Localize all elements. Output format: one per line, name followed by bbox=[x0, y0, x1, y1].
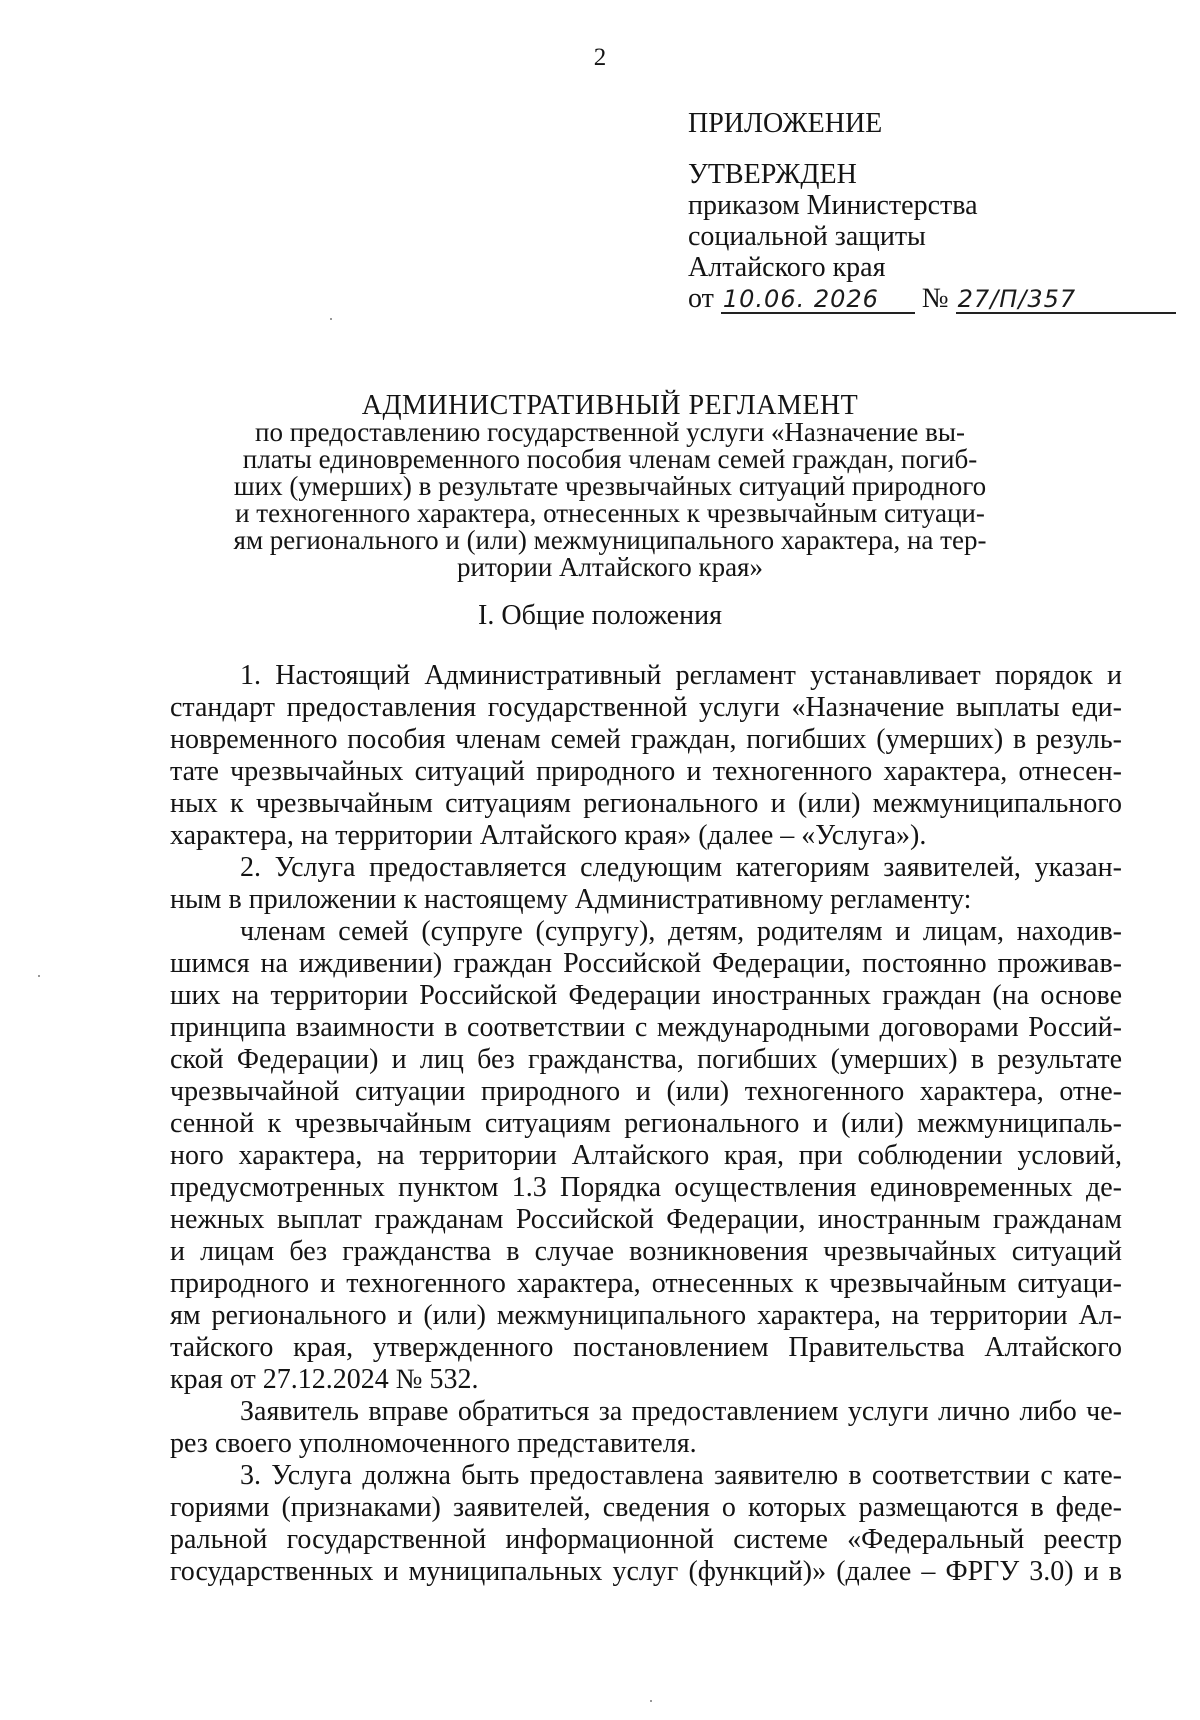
scan-speck bbox=[38, 975, 40, 977]
text-line: чрезвычайной ситуации природного и (или) техногенного характера, отне- bbox=[170, 1076, 1122, 1107]
text-line: стандарт предоставления государственной услуги «Назначение выплаты еди- bbox=[170, 692, 1122, 723]
text-line: природного и техногенного характера, отнесенных к чрезвычайным ситуаци- bbox=[170, 1268, 1122, 1299]
text-line: 1. Настоящий Административный регламент устанавливает порядок и bbox=[240, 660, 1122, 691]
text-line: гориями (признаками) заявителей, сведения о которых размещаются в феде- bbox=[170, 1492, 1122, 1523]
approval-line-1: приказом Министерства bbox=[688, 190, 978, 221]
text-line: государственных и муниципальных услуг (функций)» (далее – ФРГУ 3.0) и в bbox=[170, 1556, 1122, 1587]
text-line: новременного пособия членам семей граждан, погибших (умерших) в резуль- bbox=[170, 724, 1122, 755]
paragraph-2 bbox=[170, 852, 1122, 916]
handwritten-date: 10.06. 2026 bbox=[721, 286, 915, 314]
text-line: сенной к чрезвычайным ситуациям регионального и (или) межмуниципаль- bbox=[170, 1108, 1122, 1139]
text-line: ного характера, на территории Алтайского края, при соблюдении условий, bbox=[170, 1140, 1122, 1171]
document-body bbox=[170, 660, 1122, 1588]
paragraph-1 bbox=[170, 660, 1122, 852]
paragraph-4 bbox=[170, 1396, 1122, 1460]
text-line: 2. Услуга предоставляется следующим категориям заявителей, указан- bbox=[240, 852, 1122, 883]
appendix-label: ПРИЛОЖЕНИЕ bbox=[688, 108, 883, 139]
section-heading: I. Общие положения bbox=[478, 600, 722, 631]
title-line: по предоставлению государственной услуги «Назначение вы- bbox=[255, 417, 965, 447]
page-number: 2 bbox=[593, 44, 607, 71]
scan-speck bbox=[330, 318, 332, 320]
number-prefix: № bbox=[921, 283, 949, 314]
title-line: платы единовременного пособия членам семей граждан, погиб- bbox=[242, 444, 978, 474]
text-line: рез своего уполномоченного представителя. bbox=[170, 1428, 697, 1459]
text-line: ших на территории Российской Федерации иностранных граждан (на основе bbox=[170, 980, 1122, 1011]
text-line: членам семей (супруге (супругу), детям, родителям и лицам, находив- bbox=[240, 916, 1122, 947]
title-line: ям регионального и (или) межмуниципального характера, на тер- bbox=[233, 525, 987, 555]
text-line: характера, на территории Алтайского края» (далее – «Услуга»). bbox=[170, 820, 927, 851]
approval-stamp-block bbox=[688, 108, 1176, 314]
text-line: шимся на иждивении) граждан Российской Федерации, постоянно проживав- bbox=[170, 948, 1122, 979]
document-title-block bbox=[170, 392, 1050, 581]
text-line: ным в приложении к настоящему Административному регламенту: bbox=[170, 884, 972, 915]
text-line: тайского края, утвержденного постановлением Правительства Алтайского bbox=[170, 1332, 1122, 1363]
approval-line-2: социальной защиты bbox=[688, 221, 926, 252]
text-line: предусмотренных пунктом 1.3 Порядка осуществления единовременных де- bbox=[170, 1172, 1122, 1203]
handwritten-number: 27/П/357 bbox=[956, 286, 1176, 314]
text-line: тате чрезвычайных ситуаций природного и техногенного характера, отнесен- bbox=[170, 756, 1122, 787]
paragraph-5 bbox=[170, 1460, 1122, 1588]
text-line: края от 27.12.2024 № 532. bbox=[170, 1364, 479, 1395]
text-line: Заявитель вправе обратиться за предоставлением услуги лично либо че- bbox=[240, 1396, 1122, 1427]
approved-label: УТВЕРЖДЕН bbox=[688, 159, 857, 190]
title-line: и техногенного характера, отнесенных к чрезвычайным ситуаци- bbox=[235, 498, 985, 528]
approval-date-line bbox=[688, 283, 1176, 314]
text-line: ных к чрезвычайным ситуациям регионального и (или) межмуниципального bbox=[170, 788, 1122, 819]
text-line: и лицам без гражданства в случае возникновения чрезвычайных ситуаций bbox=[170, 1236, 1122, 1267]
paragraph-3 bbox=[170, 916, 1122, 1396]
text-line: ям регионального и (или) межмуниципального характера, на территории Ал- bbox=[170, 1300, 1122, 1331]
document-title: АДМИНИСТРАТИВНЫЙ РЕГЛАМЕНТ bbox=[361, 390, 859, 421]
date-prefix: от bbox=[688, 283, 714, 314]
approval-line-3: Алтайского края bbox=[688, 252, 886, 283]
text-line: принципа взаимности в соответствии с международными договорами Россий- bbox=[170, 1012, 1122, 1043]
title-line: ритории Алтайского края» bbox=[457, 552, 763, 582]
title-line: ших (умерших) в результате чрезвычайных ситуаций природного bbox=[233, 471, 987, 501]
text-line: 3. Услуга должна быть предоставлена заявителю в соответствии с кате- bbox=[240, 1460, 1122, 1491]
text-line: ральной государственной информационной системе «Федеральный реестр bbox=[170, 1524, 1122, 1555]
scan-speck bbox=[650, 1700, 652, 1702]
text-line: ской Федерации) и лиц без гражданства, погибших (умерших) в результате bbox=[170, 1044, 1122, 1075]
text-line: нежных выплат гражданам Российской Федерации, иностранным гражданам bbox=[170, 1204, 1122, 1235]
